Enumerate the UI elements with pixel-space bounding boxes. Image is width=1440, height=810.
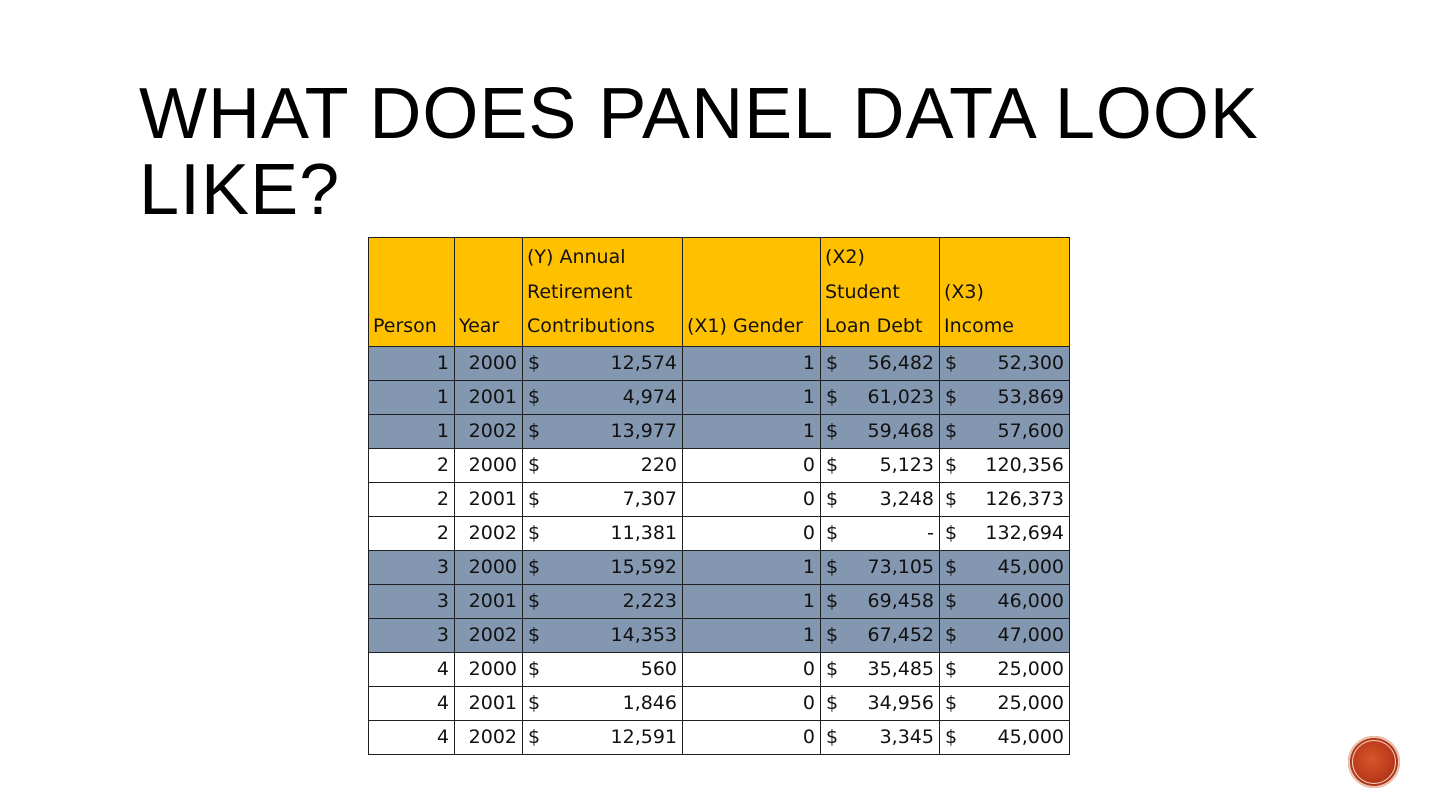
currency-symbol: $ [945,386,958,408]
cell-year: 2001 [455,584,523,618]
cell-student-loan-debt [821,652,940,686]
table-row [369,686,1070,720]
cell-student-loan-debt-content [826,488,934,510]
cell-person: 1 [369,414,455,448]
currency-symbol: $ [528,386,541,408]
cell-student-loan-debt [821,618,940,652]
table-header-row [369,238,1070,347]
header-annual-retirement-contributions [523,238,683,347]
cell-annual-contributions-content [528,726,677,748]
header-year: Year [455,238,523,347]
currency-symbol: $ [826,420,839,442]
cell-student-loan-debt-value: 67,452 [867,624,934,646]
cell-person: 4 [369,686,455,720]
currency-symbol: $ [528,352,541,374]
cell-gender: 1 [683,380,821,414]
table-row [369,720,1070,754]
cell-person: 2 [369,516,455,550]
currency-symbol: $ [528,692,541,714]
cell-annual-contributions-content [528,420,677,442]
cell-person: 3 [369,584,455,618]
cell-annual-contributions [523,414,683,448]
cell-income-content [945,454,1064,476]
table-body [369,346,1070,754]
cell-student-loan-debt [821,414,940,448]
cell-annual-contributions-content [528,692,677,714]
table-row [369,516,1070,550]
cell-annual-contributions-content [528,522,677,544]
table-row [369,380,1070,414]
cell-person: 2 [369,482,455,516]
cell-income-value: 47,000 [997,624,1064,646]
cell-student-loan-debt-value: - [927,522,934,544]
cell-student-loan-debt-content [826,556,934,578]
cell-income-value: 53,869 [997,386,1064,408]
cell-annual-contributions-content [528,658,677,680]
cell-year: 2002 [455,516,523,550]
cell-gender: 0 [683,652,821,686]
table-row [369,618,1070,652]
logo-ring [1352,740,1396,784]
cell-income-content [945,386,1064,408]
cell-person: 4 [369,652,455,686]
cell-student-loan-debt-content [826,658,934,680]
currency-symbol: $ [945,488,958,510]
cell-student-loan-debt [821,516,940,550]
cell-student-loan-debt [821,584,940,618]
cell-year: 2002 [455,414,523,448]
slide-top-band [0,0,1440,36]
cell-student-loan-debt-content [826,454,934,476]
currency-symbol: $ [528,726,541,748]
cell-annual-contributions-value: 13,977 [610,420,677,442]
cell-annual-contributions [523,346,683,380]
currency-symbol: $ [528,658,541,680]
currency-symbol: $ [826,556,839,578]
cell-annual-contributions-value: 12,574 [610,352,677,374]
cell-annual-contributions [523,380,683,414]
cell-student-loan-debt [821,380,940,414]
cell-income-content [945,658,1064,680]
currency-symbol: $ [826,726,839,748]
cell-person: 3 [369,550,455,584]
cell-student-loan-debt-value: 3,345 [879,726,934,748]
cell-student-loan-debt-value: 5,123 [879,454,934,476]
cell-annual-contributions-value: 220 [640,454,677,476]
cell-year: 2002 [455,720,523,754]
cell-gender: 0 [683,516,821,550]
cell-student-loan-debt [821,346,940,380]
cell-income [940,720,1070,754]
cell-income [940,482,1070,516]
header-income [940,238,1070,347]
header-person: Person [369,238,455,347]
cell-income [940,618,1070,652]
cell-annual-contributions [523,584,683,618]
cell-income [940,414,1070,448]
currency-symbol: $ [826,352,839,374]
cell-annual-contributions [523,448,683,482]
cell-year: 2001 [455,482,523,516]
cell-student-loan-debt [821,482,940,516]
cell-gender: 1 [683,346,821,380]
currency-symbol: $ [945,420,958,442]
cell-student-loan-debt-value: 34,956 [867,692,934,714]
cell-income-value: 132,694 [985,522,1064,544]
cell-annual-contributions-content [528,624,677,646]
cell-student-loan-debt-content [826,590,934,612]
cell-income-value: 46,000 [997,590,1064,612]
cell-year: 2001 [455,380,523,414]
currency-symbol: $ [826,522,839,544]
cell-person: 2 [369,448,455,482]
cell-gender: 1 [683,414,821,448]
currency-symbol: $ [945,590,958,612]
cell-income-content [945,522,1064,544]
cell-gender: 0 [683,448,821,482]
cell-annual-contributions-value: 11,381 [610,522,677,544]
cell-annual-contributions [523,516,683,550]
cell-annual-contributions-value: 14,353 [610,624,677,646]
cell-annual-contributions-content [528,386,677,408]
header-x2-text: (X2) Student Loan Debt [825,246,923,337]
cell-annual-contributions-content [528,556,677,578]
cell-student-loan-debt-value: 61,023 [867,386,934,408]
cell-income-value: 25,000 [997,692,1064,714]
cell-student-loan-debt-value: 56,482 [867,352,934,374]
cell-student-loan-debt [821,720,940,754]
cell-gender: 0 [683,686,821,720]
cell-income-content [945,692,1064,714]
cell-income-content [945,352,1064,374]
cell-year: 2000 [455,346,523,380]
panel-data-table [368,237,1070,755]
cell-annual-contributions-value: 1,846 [622,692,677,714]
cell-year: 2000 [455,448,523,482]
cell-annual-contributions [523,652,683,686]
table-row [369,550,1070,584]
cell-student-loan-debt-value: 73,105 [867,556,934,578]
currency-symbol: $ [528,454,541,476]
cell-income-content [945,726,1064,748]
currency-symbol: $ [945,352,958,374]
cell-income [940,652,1070,686]
currency-symbol: $ [826,386,839,408]
cell-annual-contributions-content [528,454,677,476]
cell-annual-contributions-value: 560 [640,658,677,680]
currency-symbol: $ [528,624,541,646]
cell-person: 3 [369,618,455,652]
cell-income-content [945,624,1064,646]
cell-student-loan-debt-content [826,420,934,442]
cell-annual-contributions-value: 12,591 [610,726,677,748]
cell-student-loan-debt-content [826,522,934,544]
currency-symbol: $ [826,590,839,612]
cell-gender: 1 [683,618,821,652]
cell-student-loan-debt-value: 69,458 [867,590,934,612]
cell-annual-contributions-content [528,590,677,612]
currency-symbol: $ [826,692,839,714]
slide-title: WHAT DOES PANEL DATA LOOK LIKE? [139,74,1259,230]
currency-symbol: $ [528,522,541,544]
table-row [369,482,1070,516]
cell-annual-contributions [523,550,683,584]
cell-annual-contributions-content [528,488,677,510]
cell-year: 2002 [455,618,523,652]
cell-income [940,550,1070,584]
cell-income [940,584,1070,618]
cell-income-value: 120,356 [985,454,1064,476]
currency-symbol: $ [528,420,541,442]
currency-symbol: $ [945,658,958,680]
cell-income-value: 52,300 [997,352,1064,374]
cell-income [940,346,1070,380]
currency-symbol: $ [945,624,958,646]
table-row [369,584,1070,618]
cell-annual-contributions [523,720,683,754]
cell-student-loan-debt-value: 3,248 [879,488,934,510]
header-gender: (X1) Gender [683,238,821,347]
currency-symbol: $ [826,658,839,680]
currency-symbol: $ [528,556,541,578]
cell-student-loan-debt-content [826,352,934,374]
cell-year: 2000 [455,652,523,686]
cell-student-loan-debt-content [826,624,934,646]
currency-symbol: $ [945,454,958,476]
currency-symbol: $ [945,522,958,544]
cell-gender: 1 [683,550,821,584]
cell-gender: 0 [683,720,821,754]
cell-gender: 0 [683,482,821,516]
table-row [369,414,1070,448]
cell-income-value: 45,000 [997,726,1064,748]
cell-income-value: 25,000 [997,658,1064,680]
cell-income [940,448,1070,482]
cell-income-value: 45,000 [997,556,1064,578]
currency-symbol: $ [826,624,839,646]
cell-annual-contributions [523,618,683,652]
cell-student-loan-debt [821,448,940,482]
cell-person: 1 [369,346,455,380]
header-y-text: (Y) Annual Retirement Contributions [527,246,655,337]
cell-student-loan-debt-content [826,386,934,408]
cell-annual-contributions-value: 2,223 [622,590,677,612]
cell-annual-contributions [523,686,683,720]
currency-symbol: $ [945,556,958,578]
currency-symbol: $ [528,488,541,510]
cell-gender: 1 [683,584,821,618]
cell-annual-contributions-value: 4,974 [622,386,677,408]
cell-income [940,516,1070,550]
cell-student-loan-debt-value: 59,468 [867,420,934,442]
cell-annual-contributions-content [528,352,677,374]
cell-annual-contributions [523,482,683,516]
cell-income-value: 57,600 [997,420,1064,442]
cell-student-loan-debt-content [826,726,934,748]
currency-symbol: $ [945,692,958,714]
cell-income-content [945,590,1064,612]
currency-symbol: $ [826,454,839,476]
cell-year: 2001 [455,686,523,720]
cell-person: 4 [369,720,455,754]
cell-annual-contributions-value: 7,307 [622,488,677,510]
currency-symbol: $ [826,488,839,510]
table-row [369,346,1070,380]
cell-annual-contributions-value: 15,592 [610,556,677,578]
cell-income-content [945,556,1064,578]
cell-student-loan-debt [821,686,940,720]
cell-student-loan-debt-value: 35,485 [867,658,934,680]
cell-income-content [945,420,1064,442]
cell-income-content [945,488,1064,510]
header-student-loan-debt [821,238,940,347]
cell-income-value: 126,373 [985,488,1064,510]
currency-symbol: $ [528,590,541,612]
currency-symbol: $ [945,726,958,748]
cell-student-loan-debt [821,550,940,584]
cell-income [940,380,1070,414]
cell-person: 1 [369,380,455,414]
header-x3-text: (X3) Income [944,280,1014,337]
table-row [369,652,1070,686]
circle-logo-icon [1348,736,1400,788]
table-row [369,448,1070,482]
cell-income [940,686,1070,720]
cell-student-loan-debt-content [826,692,934,714]
cell-year: 2000 [455,550,523,584]
